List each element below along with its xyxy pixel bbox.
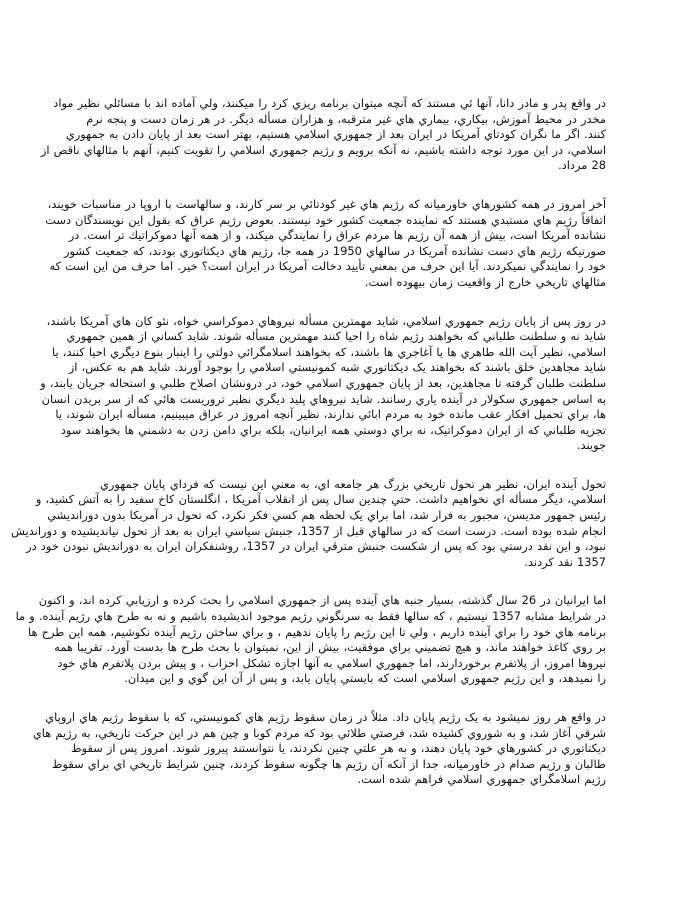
text-line: طالبان و رژيم صدام در خاورميانه، جدا از آنكه آن رژيم ها چگونه سقوط كردند، چنين شرايط تاريخي اي براي سقوط (51, 756, 606, 771)
paragraph-4 (11, 476, 606, 571)
paragraph-5 (15, 593, 606, 687)
text-line: كنند. اگر ما نگران كودتاي آمريكا در ايران بعد از جمهوري اسلامي هستيم، بهتر است بعد از پايان دادن به جمهوري (65, 127, 606, 142)
text-line: رئيس جمهور مديسن، مجبور به فرار شد، اما براي يک لحظه هم كسي فكر نكرد، كه تحول در آمريكا بدون دورانديشي (47, 508, 606, 523)
text-line: ديكتاتوري در كشورهاي خود پايان دهند، و به هر علتي چنين نكردند، يا نتوانستند پيروز شوند. امروز پس از سقوط (71, 741, 606, 756)
text-line: تحول آينده ايران، نظير هر تحول تاريخي بزرگ هر جامعه اي، به معني اين نيست كه فرداي پايان جمهوري (100, 476, 606, 491)
text-line: بر روي كاغذ خواهند ماند، و هيچ تضميني براي موفقيت، بيش از اين، نميتوان با بحث طرح ها بدست آورد. تقريبا همه (54, 640, 606, 655)
text-line: در واقع پدر و مادر دانا، آنها ئي مستند كه آنچه ميتوان برنامه ريزي كرد را ميكنند، ولي آماده اند با مسائلي نظير مواد (53, 96, 606, 110)
text-line: نشانده آمريكا است، بيش از همه آن رژيم ها مردم عراق را نمايندگي ميكند، و از همه آنها دموكراتيك تر است. در (68, 228, 606, 243)
text-line: 1357 نقد كردند. (524, 554, 606, 569)
text-line: شايد مجاهدين خلق باشند كه بخواهند يک ديكتاتوري شبه كمونيستي اسلامي را بوجود آورند. شايد هم به عكس، از (68, 360, 606, 375)
text-line: نبود، و اين نقد درستي بود كه پس از شكست جنبش مترقي ايران در 1357، روشنفكران ايران به دورانديش نبودن خود در (26, 539, 606, 554)
text-line: سلطنت طلبان گرفته تا مجاهدين، بعد از پايان جمهوري اسلامي خود، در درونشان اصلاح طلبي و استحاله جريان يابند، و (40, 375, 606, 390)
text-line: جويند. (576, 438, 606, 453)
text-line: آخر امروز در همه كشورهاي خاورميانه كه رژيم هاي غير كودتائي بر سر كارند، و سالهاست با اروپا در مناسبات خويند، (47, 196, 606, 211)
text-line: 28 مرداد. (558, 158, 606, 173)
text-line: مثالهاي تاريخي خارج از واقعيت زمان بيهوده است. (364, 274, 606, 289)
text-line: خود را نمايندگي نميكردند. آيا اين حرف من بمعني تأييد دخالت آمريكا در ايران است؟ خير. اما حرف من اين است كه (49, 259, 606, 274)
text-line: به اساس جمهوري سكولار در آينده ياري رسانند. شايد نيروهاي پليد ديگري نظير تروريست هائي كه از سر بريدن انسان (41, 391, 606, 406)
paragraph-1 (40, 96, 606, 174)
text-line: صورتيكه رژيم هاي دست نشانده آمريكا در سالهاي 1950 در همه جا، رژيم هاي ديكتاتوري بودند، كه جمعيت كشور (64, 243, 606, 258)
text-line: در شرايط مشابه 1357 نيستيم ، كه سالها فقط به سرنگوني رژيم موجود انديشيده باشيم و نه به طرح هاي رژيم آينده. و ما (15, 609, 606, 624)
text-line: اما ايرانيان در 26 سال گذشته، بسيار جنبه هاي آينده پس از جمهوري اسلامي را بحث كرده و ارزيابي كرده اند، و اكنون (38, 593, 606, 608)
document-page (11, 96, 606, 811)
text-line: در روز پس از پايان رژيم جمهوري اسلامي، شايد مهمترين مسأله نيروهاي دموكراسي خواه، نئو كان هاي آمريكا باشند، (46, 313, 606, 328)
text-line: نيروها امروز، از پلاتفرم برخوردارند، اما جمهوري اسلامي به آنها اجازه تشكل احزاب ، و پيش بردن پلاتفرم هاي خود (57, 655, 606, 670)
paragraph-6 (32, 710, 606, 788)
text-line: ها، براي تحميل افكار عقب مانده خود به مردم ابائي ندارند، نظير آنچه امروز در عراق ميبينيم، مسأله ايران شوند، يا (55, 407, 606, 422)
text-line: شرقي آغاز شد، و به شوروي كشيده شد، فرصتي طلائي بود كه مردم كوبا و چين هم در اين حركت تاريخي، به رژيم هاي (32, 725, 606, 740)
text-line: اتفاقاً رژيم هاي مستبدي هستند كه نماينده جمعيت كشور خود نيستند. بعوض رژيم عراق كه بقول اين نويسندگان دست (45, 212, 606, 227)
text-line: در واقع هر روز نميشود به يک رژيم پايان داد. مثلاً در زمان سقوط رژيم هاي كمونيستي، كه با سقوط رژيم هاي اروپاي (45, 710, 606, 724)
text-line: اسلامي، ديگر مسأله اي نخواهيم داشت. حتي چندين سال پس از انقلاب آمريكا ، انگلستان كاخ سفيد را به آتش كشيد، و (35, 492, 606, 507)
text-line: اسلامي، نظير آيت الله طاهري ها يا آغاجري ها باشند، كه بخواهند اسلامگرائي دولتي را اينبار بنوع ديگري احيا كنند، يا (52, 344, 606, 359)
text-line: برنامه هاي خود را براي آينده داريم ، ولي تا اين رژيم را پايان ندهيم ، و براي ساختن رژيم آينده نكوشيم، همه اين طرح ها (28, 624, 606, 639)
text-line: مخدر در محيط آموزش، بيكاري، بيماري هاي غير مترقبه، و هزاران مسأله ديگر. در هر زمان دست و پنجه نرم (86, 111, 606, 126)
text-line: تجزيه طلباني كه از ايران دموكراتيک، نه براي دوستي همه ايرانيان، بلكه براي دامن زدن به دشمني ها بخواهند سود (60, 422, 606, 437)
text-line: را نميدهد، و اين رژيم جمهوري اسلامي است كه بايستي پايان يابد، و پس از آن اين گوي و اين ميدان. (124, 671, 606, 686)
text-line: انجام شده بوده است. درست است كه در سالهاي قبل از 1357، جنبش سياسي ايران به بعد از تحول نيانديشيده و دورانديش (11, 523, 606, 538)
paragraph-2 (45, 196, 606, 291)
text-line: اسلامي، در اين مورد توجه داشته باشيم، نه آنكه برويم و رژيم جمهوري اسلامي را تقويت كنيم، آنهم با مثالهاي ناقص از (40, 142, 606, 157)
paragraph-3 (40, 313, 606, 454)
text-line: شايد نه و سلطنت طلباني كه بخواهند رژيم شاه را احيا كنند مهمترين مسأله شوند. شايد كساني از همين جمهوري (66, 329, 606, 344)
text-line: رژيم اسلامگراي جمهوري اسلامي فراهم شده است. (357, 772, 606, 787)
